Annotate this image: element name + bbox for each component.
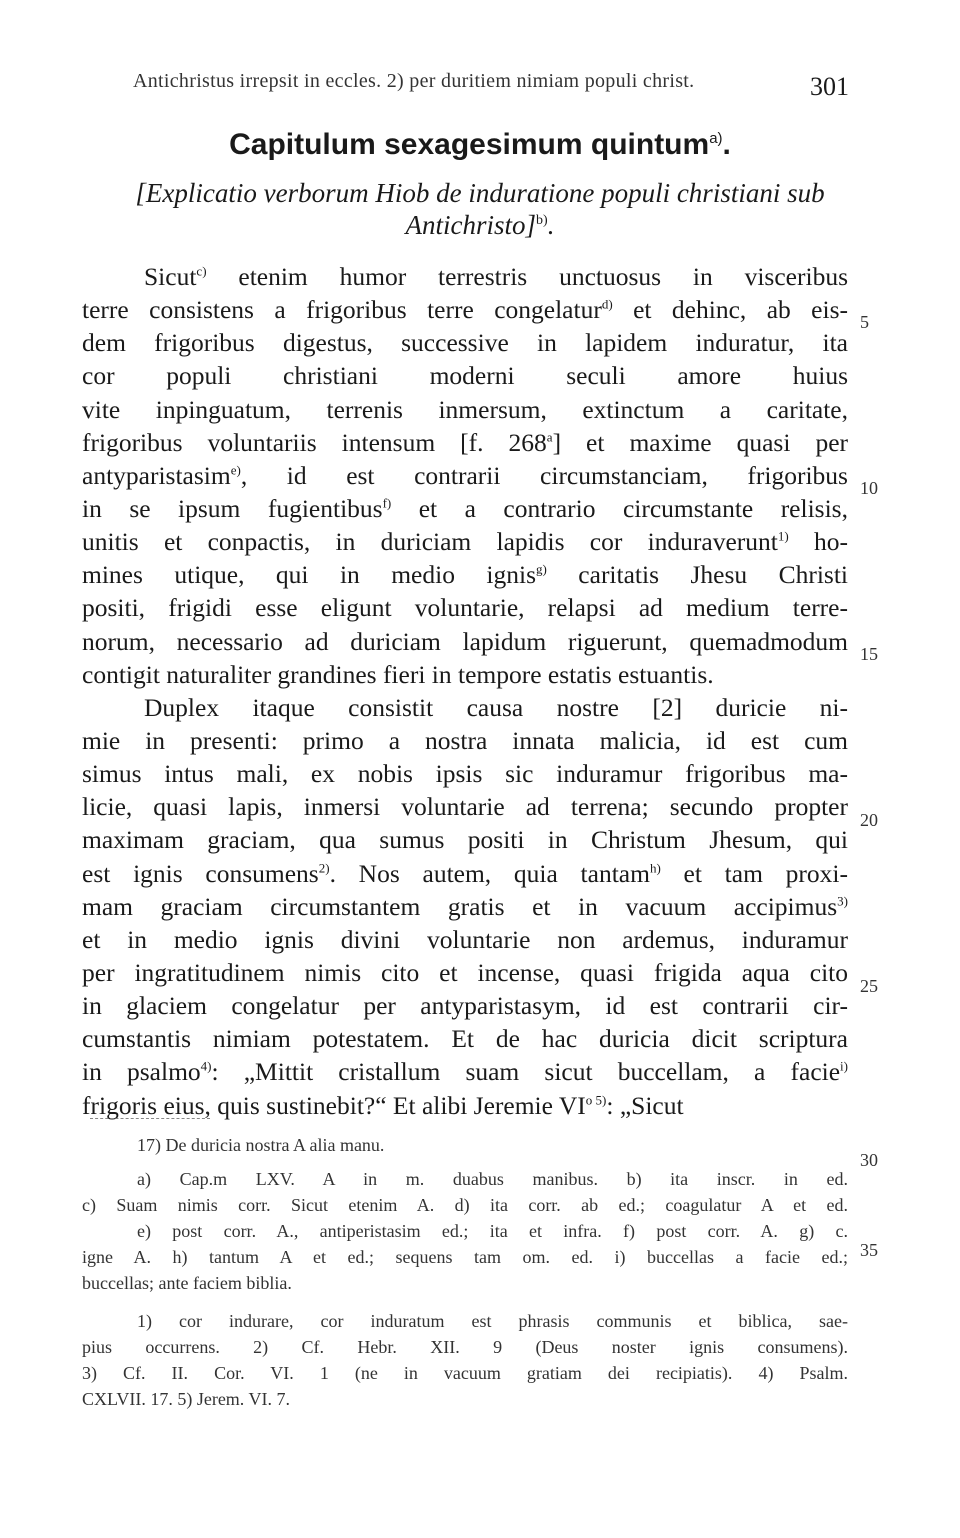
line-number: 5 xyxy=(860,312,869,332)
line-text: et a contrario circumstante relisis, xyxy=(391,493,848,523)
footnote-line: 3) Cf. II. Cor. VI. 1 (ne in vacuum gratiam dei recipiatis). 4) Psalm. xyxy=(82,1363,848,1383)
note-marker: 1) xyxy=(777,528,789,544)
body-line xyxy=(82,989,848,1022)
line-number: 20 xyxy=(860,810,878,830)
body-line xyxy=(82,326,848,359)
note-marker: f) xyxy=(382,495,392,511)
line-number: 35 xyxy=(860,1240,878,1260)
line-text: per ingratitudinem nimis cito et incense, quasi frigida aqua cito xyxy=(82,957,848,987)
line-text: . Nos autem, quia tantam xyxy=(329,858,650,888)
footnote-line: 17) De duricia nostra A alia manu. xyxy=(137,1135,385,1155)
body-line xyxy=(82,724,848,757)
footnote-line: c) Suam nimis corr. Sicut etenim A. d) ita corr. ab ed.; coagulatur A et ed. xyxy=(82,1195,848,1215)
line-text: etenim humor terrestris unctuosus in visceribus xyxy=(206,262,848,291)
line-text: cumstantis nimiam potestatem. Et de hac duricia dicit scriptura xyxy=(82,1024,848,1054)
chapter-title-note: a) xyxy=(709,130,723,147)
subtitle-line-1: [Explicatio verborum Hiob de induratione populi christiani sub xyxy=(135,178,825,208)
line-text: contigit naturaliter grandines fieri in tempore estatis estuantis. xyxy=(82,659,714,689)
note-marker: c) xyxy=(196,263,207,279)
footnote-separator xyxy=(90,1118,210,1119)
body-line xyxy=(82,359,848,392)
body-line xyxy=(82,591,848,624)
line-text: : „Sicut xyxy=(606,1090,684,1120)
note-marker: 4) xyxy=(200,1058,212,1074)
line-number: 10 xyxy=(860,478,878,498)
body-line xyxy=(82,1089,848,1122)
chapter-title-text: Capitulum sexagesimum quintum xyxy=(229,128,710,161)
body-line xyxy=(82,1055,848,1088)
body-line xyxy=(82,625,848,658)
line-text: caritatis Jhesu Christi xyxy=(546,560,848,590)
body-line xyxy=(82,459,848,492)
line-text: positi, frigidi esse eligunt voluntarie, relapsi ad medium terre- xyxy=(82,593,848,623)
line-text: in se ipsum fugientibus xyxy=(82,493,383,523)
body-line xyxy=(82,492,848,525)
body-line xyxy=(82,426,848,459)
line-number: 25 xyxy=(860,976,878,996)
note-marker: g) xyxy=(536,561,547,577)
footnote-line: pius occurrens. 2) Cf. Hebr. XII. 9 (Deus noster ignis consumens). xyxy=(82,1337,848,1357)
line-text: antyparistasim xyxy=(82,460,231,490)
body-text xyxy=(82,260,848,1122)
line-text: frigoribus voluntariis intensum [f. 268 xyxy=(82,427,547,457)
note-marker: d) xyxy=(601,296,613,312)
line-text: mines utique, qui in medio ignis xyxy=(82,560,537,590)
footnotes xyxy=(82,1132,848,1412)
body-line xyxy=(82,525,848,558)
line-text: est ignis consumens xyxy=(82,858,319,888)
body-line xyxy=(82,857,848,890)
footnote-line: e) post corr. A., antiperistasim ed.; ita et infra. f) post corr. A. g) c. xyxy=(137,1221,848,1241)
body-line xyxy=(82,890,848,923)
line-text: maximam graciam, qua sumus positi in Christum Jhesum, qui xyxy=(82,825,848,855)
line-text: et dehinc, ab eis- xyxy=(612,295,848,325)
subtitle-line-2: Antichristo]$^{b)}$. xyxy=(405,210,555,240)
footnote-line: a) Cap.m LXV. A in m. duabus manibus. b) ita inscr. in ed. xyxy=(137,1169,848,1189)
body-line xyxy=(82,293,848,326)
body-line xyxy=(82,757,848,790)
line-text: frigoris eius, quis sustinebit?“ Et alibi Jeremie VI xyxy=(82,1090,586,1120)
footnote-line: CXLVII. 17. 5) Jerem. VI. 7. xyxy=(82,1389,290,1409)
line-text: et in medio ignis divini voluntarie non ardemus, induramur xyxy=(82,924,848,954)
body-line xyxy=(82,658,848,691)
line-number: 30 xyxy=(860,1150,878,1170)
note-marker: a xyxy=(546,429,553,445)
page-number: 301 xyxy=(810,72,849,101)
line-text: dem frigoribus digestus, successive in lapidem induratur, ita xyxy=(82,328,848,358)
body-line xyxy=(82,393,848,426)
subtitle-note: b) xyxy=(536,213,548,228)
line-text: ho- xyxy=(788,527,848,557)
note-marker: 2) xyxy=(318,860,330,876)
line-text: in psalmo xyxy=(82,1057,201,1087)
body-line xyxy=(82,790,848,823)
line-text: in glaciem congelatur per antyparistasym, id est contrarii cir- xyxy=(82,991,848,1021)
line-text: vite inpinguatum, terrenis inmersum, extinctum a caritate, xyxy=(82,394,848,424)
note-marker: e) xyxy=(230,462,241,478)
line-text: et tam proxi- xyxy=(660,858,848,888)
note-marker: o 5) xyxy=(585,1092,607,1108)
line-number: 15 xyxy=(860,644,878,664)
note-marker: i) xyxy=(840,1058,848,1074)
line-text: cor populi christiani moderni seculi amore huius xyxy=(82,361,848,391)
line-text: simus intus mali, ex nobis ipsis sic induramur frigoribus ma- xyxy=(82,759,848,789)
note-marker: 3) xyxy=(837,893,848,909)
line-text: mam graciam circumstantem gratis et in vacuum accipimus xyxy=(82,891,838,921)
line-text: licie, quasi lapis, inmersi voluntarie ad terrena; secundo propter xyxy=(82,792,848,822)
body-line xyxy=(82,558,848,591)
line-text: Duplex itaque consistit causa nostre [2] duricie ni- xyxy=(144,692,848,722)
subtitle-line-2-text: Antichristo] xyxy=(405,210,537,240)
body-line xyxy=(82,1022,848,1055)
chapter-title: Capitulum sexagesimum quintum$^{a)}$. xyxy=(229,128,731,161)
line-text: Sicut xyxy=(144,262,197,291)
line-text: ] et maxime quasi per xyxy=(552,427,849,457)
line-text: : „Mittit cristallum suam sicut buccellam, a facie xyxy=(211,1057,841,1087)
footnote-line: 1) cor indurare, cor induratum est phrasis communis et biblica, sae- xyxy=(137,1311,848,1331)
running-head-text: Antichristus irrepsit in eccles. 2) per duritiem nimiam populi christ. xyxy=(133,70,695,92)
line-text: mie in presenti: primo a nostra innata malicia, id est cum xyxy=(82,725,848,755)
body-line xyxy=(82,823,848,856)
line-text: terre consistens a frigoribus terre congelatur xyxy=(82,295,602,325)
body-line xyxy=(82,956,848,989)
body-line xyxy=(82,260,848,293)
body-line xyxy=(82,923,848,956)
note-marker: h) xyxy=(649,860,661,876)
footnote-line: igne A. h) tantum A et ed.; sequens tam om. ed. i) buccellas a facie ed.; xyxy=(82,1247,848,1267)
footnote-line: buccellas; ante faciem biblia. xyxy=(82,1273,292,1293)
line-text: , id est contrarii circumstanciam, frigoribus xyxy=(240,460,848,490)
running-head xyxy=(133,70,849,100)
line-text: unitis et conpactis, in duriciam lapidis cor induraverunt xyxy=(82,527,778,557)
line-text: norum, necessario ad duriciam lapidum riguerunt, quemadmodum xyxy=(82,626,848,656)
body-line xyxy=(82,691,848,724)
